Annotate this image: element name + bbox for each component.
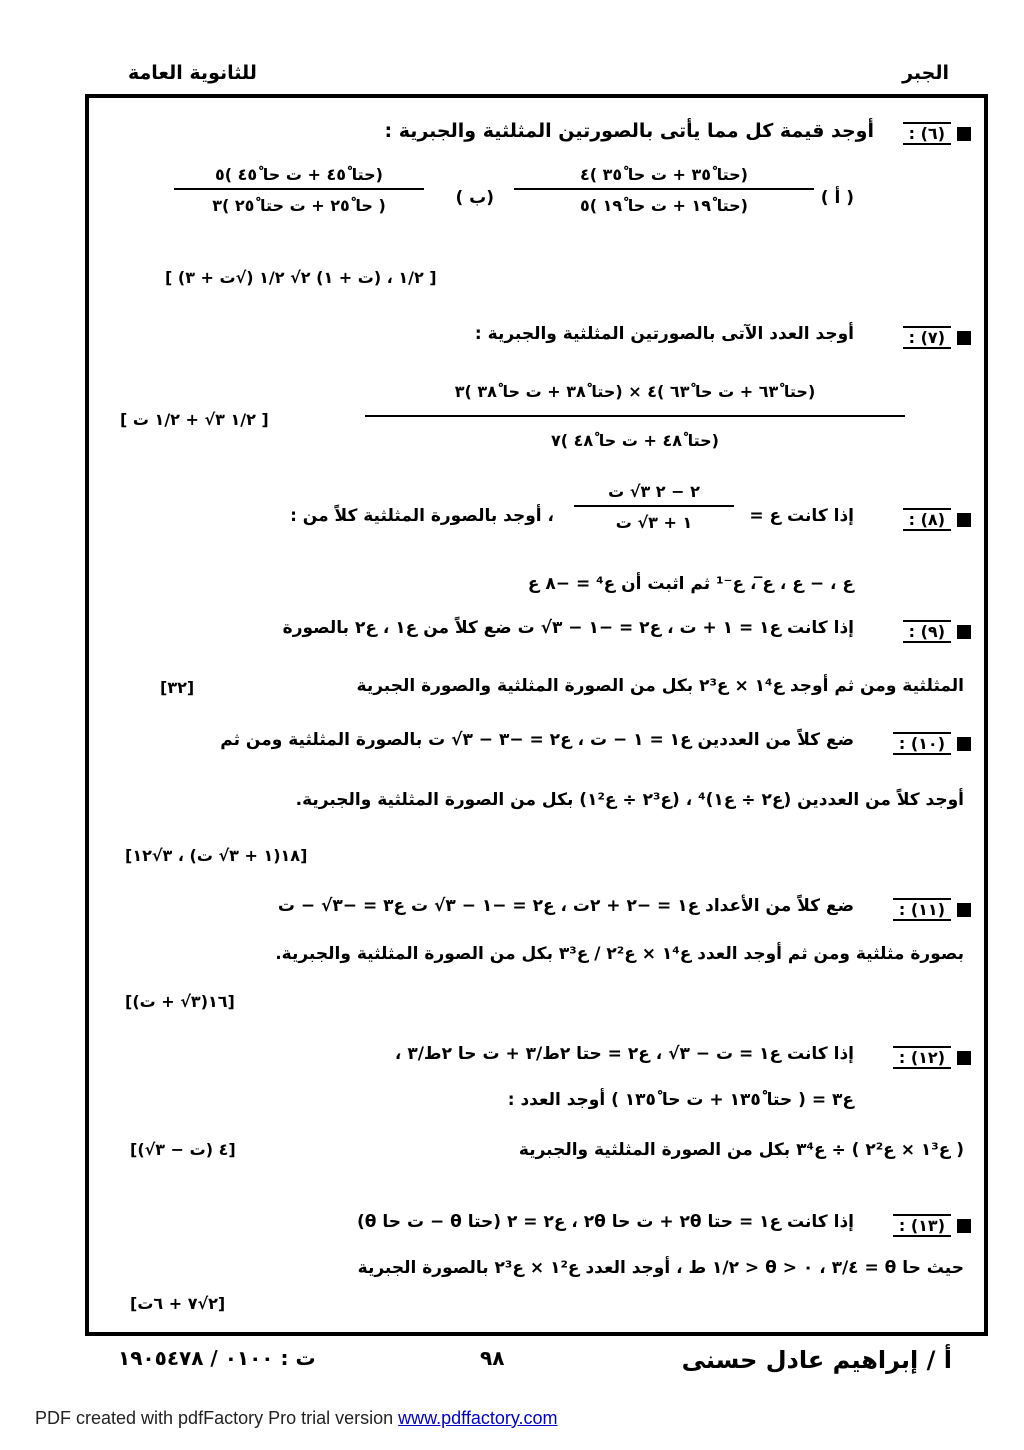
fraction-numerator: (حتا ٦٣ْ + ت حا ٦٣ْ )٤ × (حتا ٣٨ْ + ت حا ٣٨ْ )٣ (365, 382, 905, 417)
question-11-line-2: بصورة مثلثية ومن ثم أوجد العدد ع١⁴ × ع٢² / ع٣³ بكل من الصورة المثلثية والجبرية. (275, 944, 964, 964)
question-10-line-2: أوجد كلاً من العددين (ع٢ ÷ ع١)⁴ ، (ع٢³ ÷ ع١²) بكل من الصورة المثلثية والجبرية. (295, 790, 964, 810)
bullet-square-icon (957, 331, 971, 345)
bullet-square-icon (957, 513, 971, 527)
question-6-answer: [ (ت + ٣√) ١/٢ ، (ت + ١) ٢√ ١/٢ ] (165, 268, 437, 287)
question-11-answer: [١٦(٣√ + ت)] (125, 992, 235, 1011)
question-9-answer: [٣٢] (160, 678, 195, 697)
question-13-answer: [٢√٧ + ٦ت] (130, 1294, 226, 1313)
question-12-line-1: إذا كانت ع١ = ت − ٣√ ، ع٢ = حتا ٢ط/٣ + ت حا ٢ط/٣ ، (394, 1044, 854, 1064)
fraction-denominator: (حتا ١٩ْ + ت حا ١٩ْ )٥ (580, 196, 748, 215)
fraction-numerator: (حتا ٤٥ْ + ت حا ٤٥ْ )٥ (174, 165, 424, 190)
fraction-numerator: (حتا ٣٥ْ + ت حا ٣٥ْ )٤ (514, 165, 814, 190)
question-11-line-1: ضع كلاً من الأعداد ع١ = −٢ + ٢ت ، ع٢ = −١ − ٣√ ت ع٣ = −٣√ − ت (277, 896, 854, 916)
question-12-line-2: ع٣ = ( حتا ١٣٥ْ + ت حا ١٣٥ْ ) أوجد العدد : (507, 1090, 854, 1110)
question-8-text-b: ، أوجد بالصورة المثلثية كلاً من : (290, 506, 554, 526)
question-12-answer: [٤ (ت − ٣√)] (130, 1140, 236, 1159)
fraction-denominator: (حتا ٤٨ْ + ت حا ٤٨ْ )٧ (551, 431, 719, 450)
bullet-square-icon (957, 127, 971, 141)
question-13-number: (١٣) : (893, 1214, 971, 1237)
question-7-number: (٧) : (903, 326, 971, 349)
question-12-number: (١٢) : (893, 1046, 971, 1069)
bullet-square-icon (957, 1051, 971, 1065)
question-8-line-2: ع ، − ع ، ع̅ ، ع⁻¹ ثم اثبت أن ع⁴ = −٨ ع (527, 574, 854, 594)
question-9-line-1: إذا كانت ع١ = ١ + ت ، ع٢ = −١ − ٣√ ت ضع كلاً من ع١ ، ع٢ بالصورة (282, 618, 854, 638)
question-6-part-b-fraction (174, 165, 424, 215)
question-10-answer: [١٨(١ + ٣√ ت) ، ٣√١٢] (125, 846, 308, 865)
question-6-text: أوجد قيمة كل مما يأتى بالصورتين المثلثية والجبرية : (384, 120, 874, 142)
pdf-creator-note (35, 1408, 558, 1429)
question-6-number: (٦) : (903, 122, 971, 145)
question-9-number: (٩) : (903, 620, 971, 643)
bullet-square-icon (957, 1219, 971, 1233)
pdf-creator-text: PDF created with pdfFactory Pro trial version (35, 1408, 394, 1428)
question-11-number: (١١) : (893, 898, 971, 921)
bullet-square-icon (957, 903, 971, 917)
bullet-square-icon (957, 737, 971, 751)
question-8-number: (٨) : (903, 508, 971, 531)
pdf-creator-link[interactable]: www.pdffactory.com (398, 1408, 558, 1428)
question-7-text: أوجد العدد الآتى بالصورتين المثلثية والجبرية : (474, 324, 854, 344)
question-9-line-2: المثلثية ومن ثم أوجد ع١⁴ × ع٢³ بكل من الصورة المثلثية والصورة الجبرية (356, 676, 964, 696)
question-8-text-a: إذا كانت ع = (749, 506, 854, 526)
question-7-answer: [ ١/٢ ٣√ + ١/٢ ت ] (120, 410, 269, 429)
footer-author: أ / إبراهيم عادل حسنى (681, 1346, 952, 1374)
header-subject: الجبر (902, 62, 949, 84)
footer-page-number: ٩٨ (480, 1346, 505, 1370)
question-7-fraction (365, 382, 905, 450)
question-6-part-a-fraction (514, 165, 814, 215)
question-10-line-1: ضع كلاً من العددين ع١ = ١ − ت ، ع٢ = −٣ − ٣√ ت بالصورة المثلثية ومن ثم (220, 730, 854, 750)
fraction-numerator: ٢ − ٢ ٣√ ت (574, 482, 734, 507)
question-12-line-3: ( ع١³ × ع٢² ) ÷ ع٣⁴ بكل من الصورة المثلثية والجبرية (518, 1140, 964, 1160)
footer-phone: ت : ٠١٠٠ / ١٩٠٥٤٧٨ (118, 1346, 316, 1370)
question-13-line-1: إذا كانت ع١ = حتا ٢θ + ت حا ٢θ ، ع٢ = ٢ (حتا θ − ت حا θ) (357, 1212, 854, 1232)
question-13-line-2: حيث حا θ = ٣/٤ ، ٠ < θ < ١/٢ ط ، أوجد العدد ع١² × ع٢³ بالصورة الجبرية (357, 1258, 964, 1278)
question-8-fraction (574, 482, 734, 532)
header-subject-level: للثانوية العامة (128, 62, 257, 84)
question-6-part-b-label: (ب ) (455, 188, 494, 208)
question-6-part-a-label: ( أ ) (820, 188, 854, 208)
fraction-denominator: ( حا ٢٥ْ + ت حتا ٢٥ْ )٣ (212, 196, 386, 215)
bullet-square-icon (957, 625, 971, 639)
fraction-denominator: ١ + ٣√ ت (615, 513, 693, 532)
question-10-number: (١٠) : (893, 732, 971, 755)
